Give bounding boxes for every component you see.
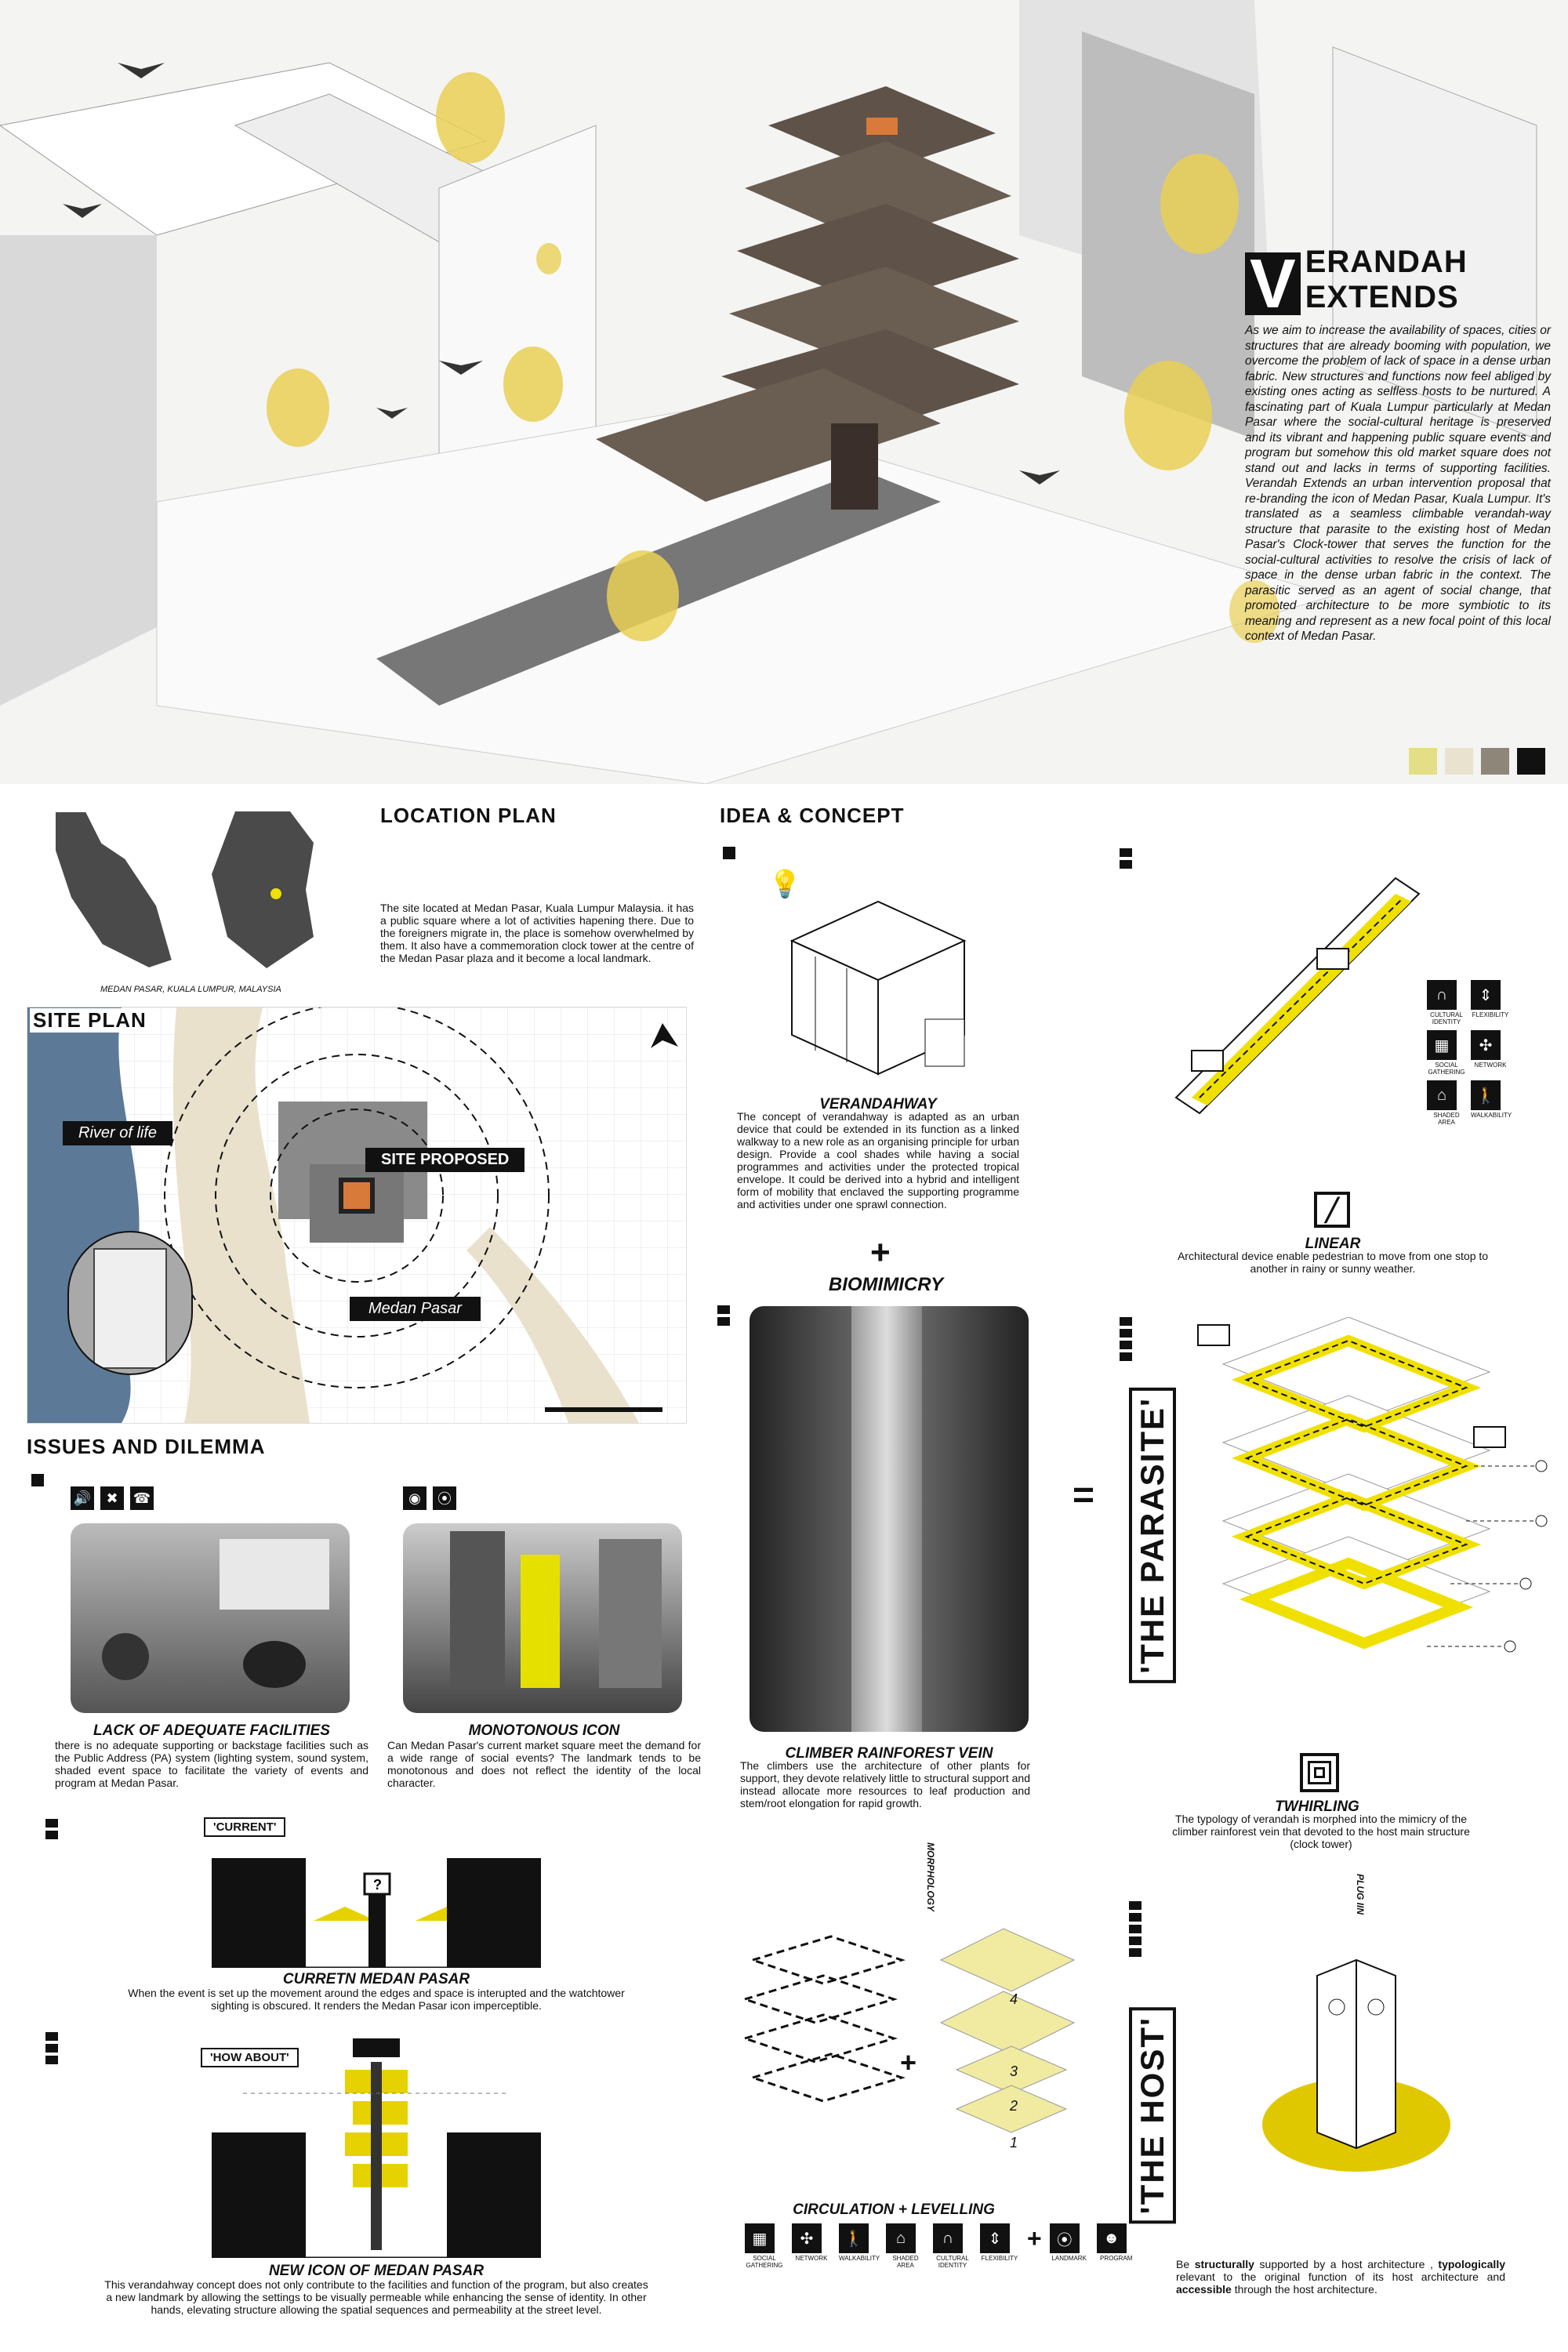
- shophouse-photo: [67, 1231, 193, 1375]
- verandahway-title: VERANDAHWAY: [819, 1096, 937, 1112]
- plus-sign-2: +: [900, 2046, 917, 2078]
- speaker-icon: 🔊: [71, 1486, 94, 1510]
- page-title: ERANDAH EXTENDS: [1305, 245, 1468, 314]
- level-3: 3: [1010, 2063, 1018, 2079]
- lightbulb-icon: 💡: [768, 869, 802, 899]
- climber-text: The climbers use the architecture of other plants for support, they devote relatively little to structural support and instead allocate more resources to leaf production and stem/root elongation for rapid growth.: [740, 1759, 1030, 1809]
- new-icon-title: NEW ICON OF MEDAN PASAR: [268, 2263, 485, 2279]
- concept-marker-1: [723, 847, 735, 859]
- location-caption: MEDAN PASAR, KUALA LUMPUR, MALAYSIA: [100, 985, 281, 994]
- issue2-photo: [403, 1523, 682, 1713]
- legend-top-network: ✣ NETWORK: [1471, 1030, 1510, 1076]
- how-marker: [45, 2032, 58, 2067]
- title-block: [1245, 245, 1551, 644]
- issues-marker: [31, 1474, 44, 1486]
- circulation-title: CIRCULATION + LEVELLING: [793, 2201, 995, 2218]
- social-gathering-icon: ▦: [745, 2223, 775, 2253]
- location-maps: [31, 804, 392, 984]
- legend-item-program: ☻ PROGRAM: [1097, 2223, 1136, 2262]
- parasite-label: 'THE PARASITE': [1129, 1388, 1176, 1683]
- concept-marker-2: [717, 1305, 730, 1329]
- linear-text: Architectural device enable pedestrian to move from one stop to another in rainy or sunny weather.: [1177, 1250, 1489, 1275]
- equals-sign: =: [1073, 1475, 1095, 1516]
- medan-pasar-label: [350, 1297, 481, 1321]
- climber-photo: [750, 1306, 1029, 1732]
- legend-top-walk: 🚶 WALKABILITY: [1471, 1080, 1510, 1126]
- current-marker: [45, 1819, 58, 1842]
- network-icon: ✣: [792, 2223, 822, 2253]
- parasite-diagram: [1192, 1317, 1552, 1725]
- verandahway-text: The concept of verandahway is adapted as an urban device that could be extended in its function as a linked walkway to a new role as an organising principle for urban design. Provide a cool shades while having a social programmes and activities under the protected tropical envelope. It could be derived into a hybrid and intelligent form of mobility that enclaved the supporting programme and activities under one sprawl connection.: [737, 1110, 1019, 1210]
- current-tag-text: 'CURRENT': [213, 1820, 277, 1834]
- verandah-tower: [596, 86, 1019, 510]
- legend-top-shade: ⌂ SHADED AREA: [1427, 1080, 1466, 1126]
- twhirling-title: TWHIRLING: [1275, 1798, 1359, 1815]
- issue2-icons: [403, 1486, 456, 1510]
- camera-icon: ✖: [100, 1486, 124, 1510]
- arch-icon: ∩: [1427, 980, 1457, 1010]
- flexibility-icon: ⇕: [1471, 980, 1501, 1010]
- current-text: When the event is set up the movement around the edges and space is interupted and the watchtower sighting is obscured. It renders the Medan Pasar icon imperceptible.: [128, 1987, 625, 2012]
- radio-icon: ☎: [130, 1486, 154, 1510]
- plus-sign-1: +: [870, 1233, 891, 1272]
- plus-sign-3: +: [1027, 2224, 1042, 2252]
- legend-top-social: ▦ SOCIAL GATHERING: [1427, 1030, 1466, 1076]
- legend-item-social: ▦ SOCIAL GATHERING: [745, 2223, 784, 2269]
- location-pin-icon: ⦿: [433, 1486, 456, 1510]
- color-palette: [1409, 748, 1545, 775]
- host-tower-diagram: [1254, 1944, 1458, 2180]
- linear-title: LINEAR: [1305, 1236, 1361, 1252]
- site-proposed-label: [365, 1148, 524, 1172]
- issue1-photo: [71, 1523, 350, 1713]
- legend-bottom: [745, 2223, 1136, 2269]
- new-icon-text: This verandahway concept does not only contribute to the facilities and function of the program, but also creates a new landmark by allowing the settings to be visually permeable while enhancing the sense of identity. In other hands, elevating structure allowing the spatial sequences and permeability at the street level.: [104, 2278, 648, 2316]
- current-title: CURRETN MEDAN PASAR: [282, 1971, 470, 1987]
- legend-top: [1427, 980, 1510, 1126]
- walkability-icon: 🚶: [839, 2223, 869, 2253]
- legend-item-network: ✣ NETWORK: [792, 2223, 831, 2262]
- idea-concept-heading: IDEA & CONCEPT: [720, 804, 905, 827]
- project-description: As we aim to increase the availability of spaces, cities or structures that are already booming with population, we overcome the problem of lack of space in a dense urban fabric. New structures and functions now feel abliged by existing ones acting as selfless hosts to be nurtured. A fascinating part of Kuala Lumpur particularly at Medan Pasar where the social-cultural heritage is preserved and its vibrant and happening public square events and program but somehow this old market square does not stand out and lacks in terms of supporting facilities. Verandah Extends an urban intervention proposal that re-branding the icon of Medan Pasar, Kuala Lumpur. It's translated as a seamless climbable verandah-way structure that parasite to the existing host of Medan Pasar's Clock-tower that serves the function for the social-cultural activities to resolve the crisis of lack of space in the dense urban fabric in the context. The parasitic served as an agent of social change, that promoted architecture to be more symbiotic to its meaning and represent as a new focal point of this local context of Medan Pasar.: [1245, 324, 1551, 643]
- twhirling-text: The typology of verandah is morphed into the mimicry of the climber rainforest vein that devoted to the host main structure (clock tower): [1172, 1813, 1470, 1850]
- issue1-title: LACK OF ADEQUATE FACILITIES: [93, 1722, 330, 1739]
- twhirling-icon: [1300, 1753, 1339, 1792]
- svg-text:?: ?: [373, 1877, 382, 1893]
- morphology-label: MORPHOLOGY: [925, 1842, 936, 1912]
- host-text: Be structurally supported by a host architecture , typologically relevant to the original function of its host architecture and accessible through the host architecture.: [1176, 2258, 1505, 2296]
- issues-heading: ISSUES AND DILEMMA: [27, 1435, 266, 1458]
- river-label-text: River of life: [78, 1124, 158, 1142]
- medan-pasar-text: Medan Pasar: [368, 1300, 462, 1317]
- biomimicry-title: BIOMIMICRY: [828, 1274, 944, 1295]
- arch-icon: ∩: [933, 2223, 963, 2253]
- location-text: The site located at Medan Pasar, Kuala Lumpur Malaysia. it has a public square where a lot of activities hapening there. Due to the foreigners migrate in, the place is somehow overwhelmed by them. It also have a commemoration clock tower at the centre of the Medan Pasar plaza and it become a local landmark.: [380, 902, 694, 964]
- legend-item-walk: 🚶 WALKABILITY: [839, 2223, 878, 2262]
- issue1-text: there is no adequate supporting or backstage facilities such as the Public Address (PA) system (lighting system, sound system, shaded event space to facilitate the variety of events and program at Medan Pasar.: [55, 1739, 368, 1789]
- location-plan-heading: LOCATION PLAN: [380, 804, 557, 827]
- legend-item-landmark: ⦿ LANDMARK: [1050, 2223, 1089, 2262]
- legend-item-shade: ⌂ SHADED AREA: [886, 2223, 925, 2269]
- eye-icon: ◉: [403, 1486, 426, 1510]
- circulation-levelling-diagram: [721, 1913, 1098, 2148]
- social-gathering-icon: ▦: [1427, 1030, 1457, 1060]
- issue2-text: Can Medan Pasar's current market square meet the demand for a wide range of social events? The landmark tends to be monotonous and does not reflect the identity of the local character.: [387, 1739, 701, 1789]
- site-proposed-text: SITE PROPOSED: [381, 1151, 510, 1168]
- current-section-diagram: [212, 1842, 541, 1968]
- landmark-icon: ⦿: [1050, 2223, 1080, 2253]
- title-initial: V: [1245, 252, 1301, 315]
- river-label: [63, 1121, 172, 1145]
- network-icon: ✣: [1471, 1030, 1501, 1060]
- shaded-area-icon: ⌂: [886, 2223, 916, 2253]
- shaded-area-icon: ⌂: [1427, 1080, 1457, 1110]
- level-2: 2: [1010, 2098, 1018, 2114]
- swatch-beige: [1445, 748, 1473, 775]
- legend-top-cultural: ∩ CULTURAL IDENTITY: [1427, 980, 1466, 1025]
- issue2-title: MONOTONOUS ICON: [468, 1722, 620, 1739]
- program-icon: ☻: [1097, 2223, 1127, 2253]
- swatch-yellow: [1409, 748, 1437, 775]
- climber-title: CLIMBER RAINFOREST VEIN: [785, 1745, 993, 1762]
- site-plan-heading: SITE PLAN: [30, 1008, 150, 1033]
- legend-item-cultural: ∩ CULTURAL IDENTITY: [933, 2223, 972, 2269]
- host-marker: [1129, 1901, 1142, 1960]
- level-1: 1: [1010, 2135, 1018, 2151]
- new-icon-diagram: [212, 2023, 541, 2258]
- swatch-taupe: [1481, 748, 1509, 775]
- legend-top-flex: ⇕ FLEXIBILITY: [1471, 980, 1510, 1025]
- plug-in-label: PLUG IIN: [1355, 1874, 1366, 1915]
- host-label: 'THE HOST': [1129, 2007, 1176, 2223]
- current-tag: [204, 1817, 285, 1837]
- verandahway-sketch: [776, 894, 980, 1082]
- flexibility-icon: ⇕: [980, 2223, 1010, 2253]
- how-tag-text: 'HOW ABOUT': [210, 2051, 289, 2064]
- issue1-icons: [71, 1486, 154, 1510]
- linear-diagram: [1160, 862, 1443, 1129]
- walkability-icon: 🚶: [1471, 1080, 1501, 1110]
- parasite-marker: [1120, 1317, 1132, 1364]
- level-4: 4: [1010, 1991, 1018, 2007]
- swatch-black: [1517, 748, 1545, 775]
- legend-item-flex: ⇕ FLEXIBILITY: [980, 2223, 1019, 2262]
- linear-icon: ╱: [1314, 1192, 1350, 1228]
- linear-marker: [1120, 848, 1132, 872]
